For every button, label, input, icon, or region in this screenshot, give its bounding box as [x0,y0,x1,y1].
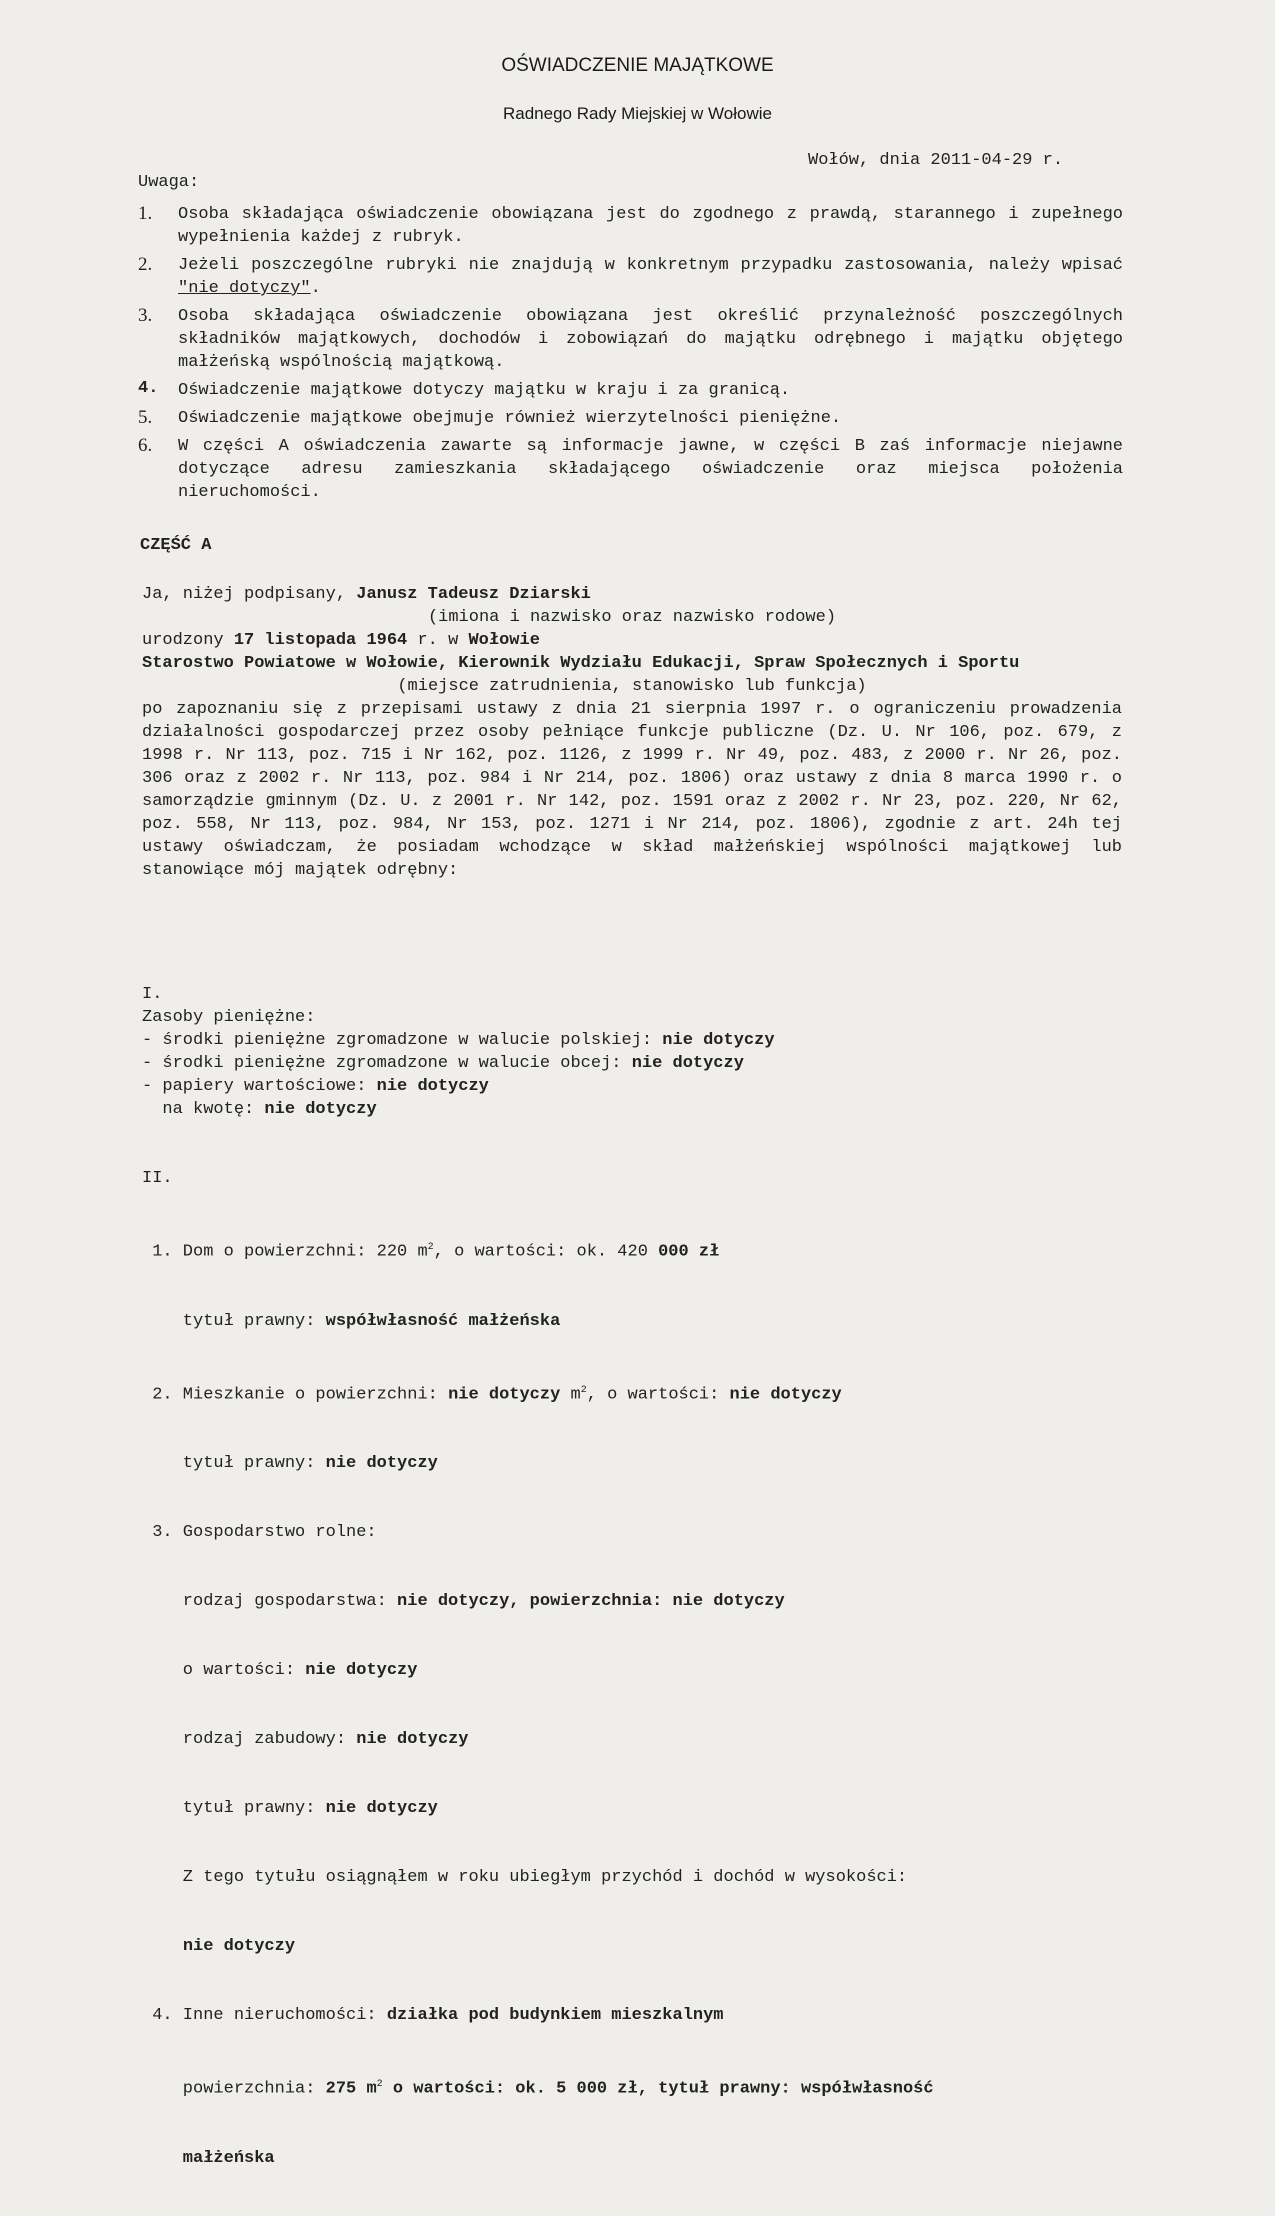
declarant-line: Ja, niżej podpisany, Janusz Tadeusz Dziarski [142,585,591,604]
section-1-head: I. [142,985,163,1004]
section-2-head: II. [142,1169,173,1188]
born-line: urodzony 17 listopada 1964 r. w Wołowie [142,631,540,650]
declaration-block [142,583,1122,882]
document-title: OŚWIADCZENIE MAJĄTKOWE [501,55,774,76]
document-subtitle: Radnego Rady Miejskiej w Wołowie [503,104,772,123]
note-item: 5. Oświadczenie majątkowe obejmuje również wierzytelności pieniężne. [138,407,842,428]
note-item: 1. Osoba składająca oświadczenie obowiązana jest do zgodnego z prawdą, starannego i zupełnego wypełnienia każdej z rubryk. [138,203,1123,247]
employer-caption: (miejsce zatrudnienia, stanowisko lub funkcja) [397,677,867,696]
section-heading: CZĘŚĆ A [140,536,212,555]
date-line: Wołów, dnia 2011-04-29 r. [808,151,1064,170]
name-caption: (imiona i nazwisko oraz nazwisko rodowe) [427,608,837,627]
section-1: I. Zasoby pieniężne: - środki pieniężne zgromadzone w walucie polskiej: nie dotyczy - środki pieniężne zgromadzone w walucie obcej: nie dotyczy - papiery wartościowe: nie dotyczy na kwotę: nie dotyczy [142,983,1122,1121]
note-item: 4. Oświadczenie majątkowe dotyczy majątku w kraju i za granicą. [138,379,791,400]
employer-line: Starostwo Powiatowe w Wołowie, Kierownik Wydziału Edukacji, Spraw Społecznych i Sportu [142,654,1020,673]
uwaga-label: Uwaga: [138,173,200,192]
section-2: II. 1. Dom o powierzchni: 220 $m^2$, o wartości: ok. 420 000 zł tytuł prawny: współwłasność małżeńska 2. Mieszkanie o powierzchni: nie dotyczy $m^2$, o wartości: nie dotyczy tytuł prawny: nie dotyczy 3. Gospodarstwo rolne: rodzaj gospodarstwa: nie dotyczy, powierzchnia: nie dotyczy o wartości: nie dotyczy rodzaj zabudowy: nie dotyczy tytuł prawny: nie dotyczy Z tego tytułu osiągnąłem w roku ubiegłym przychód i dochód w wysokości: nie dotyczy 4. Inne nieruchomości: działka pod budynkiem mieszkalnym powierzchnia: 275 $m^2$ o wartości: ok. 5 000 zł, tytuł prawny: współwłasność małżeńska [142,1121,1122,2216]
note-item: 3. Osoba składająca oświadczenie obowiązana jest określić przynależność poszczególnych składników majątkowych, dochodów i zobowiązań do majątku odrębnego i majątku objętego małżeńską wspólnością majątkową. [138,305,1123,372]
note-item: 6. W części A oświadczenia zawarte są informacje jawne, w części B zaś informacje niejawne dotyczące adresu zamieszkania składającego oświadczenie oraz miejsca położenia nieruchomości. [138,435,1123,502]
notes-list [138,203,1123,509]
law-text: po zapoznaniu się z przepisami ustawy z dnia 21 sierpnia 1997 r. o ograniczeniu prowadzenia działalności gospodarczej przez osoby pełniące funkcje publiczne (Dz. U. Nr 106, poz. 679, z 1998 r. Nr 113, poz. 715 i Nr 162, poz. 1126, z 1999 r. Nr 49, poz. 483, z 2000 r. Nr 26, poz. 306 oraz z 2002 r. Nr 113, poz. 984 i Nr 214, poz. 1806) oraz ustawy z dnia 8 marca 1990 r. o samorządzie gminnym (Dz. U. z 2001 r. Nr 142, poz. 1591 oraz z 2002 r. Nr 23, poz. 220, Nr 62, poz. 558, Nr 113, poz. 984, Nr 153, poz. 1271 i Nr 214, poz. 1806), zgodnie z art. 24h tej ustawy oświadczam, że posiadam wchodzące w skład małżeńskiej wspólności majątkowej lub stanowiące mój majątek odrębny: [142,700,1122,880]
note-item: 2. Jeżeli poszczególne rubryki nie znajdują w konkretnym przypadku zastosowania, należy wpisać "nie dotyczy". [138,254,1123,298]
